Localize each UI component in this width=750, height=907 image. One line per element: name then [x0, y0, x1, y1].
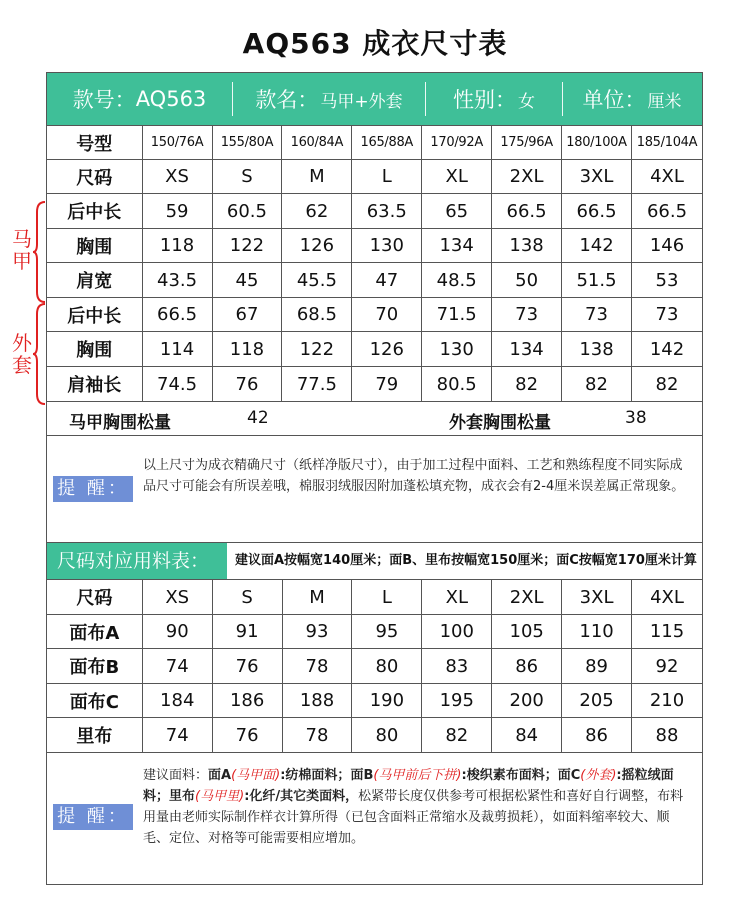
lining-row	[47, 718, 703, 753]
row-label: 面布C	[47, 684, 143, 718]
value-cell: 79	[352, 367, 422, 402]
value-cell: 62	[282, 194, 352, 229]
lining-note: (马甲里)	[195, 789, 245, 804]
value-cell: 70	[352, 298, 422, 332]
tip-note-2	[47, 752, 702, 885]
value-cell: 130	[352, 229, 422, 263]
size-cell: L	[352, 160, 422, 194]
gender	[426, 81, 562, 117]
value-cell: 66.5	[142, 298, 212, 332]
vest-ease-value: 42	[247, 408, 269, 428]
row-label: 肩宽	[47, 263, 143, 298]
value-cell: 82	[422, 718, 492, 753]
model-cell: 180/100A	[562, 126, 632, 160]
value-cell: 90	[142, 615, 212, 649]
value-cell: 126	[352, 332, 422, 367]
model-cell: 150/76A	[142, 126, 212, 160]
vest-group-label	[12, 228, 34, 272]
value-cell: 80	[352, 718, 422, 753]
value-cell: 114	[142, 332, 212, 367]
value-cell: 76	[212, 718, 282, 753]
value-cell: 82	[492, 367, 562, 402]
size-cell: 2XL	[492, 160, 562, 194]
value-cell: 100	[422, 615, 492, 649]
value-cell: 205	[562, 684, 632, 718]
coat-sleeve-row	[47, 367, 703, 402]
row-label: 里布	[47, 718, 143, 753]
value-cell: 130	[422, 332, 492, 367]
fabric-b-note: (马甲前后下拼)	[373, 768, 462, 783]
value-cell: 66.5	[492, 194, 562, 229]
tip-button: 提 醒：	[53, 804, 133, 830]
row-label: 后中长	[47, 298, 143, 332]
coat-ease-label: 外套胸围松量	[449, 413, 551, 433]
fabric-a-row	[47, 615, 703, 649]
value-cell: 80	[352, 649, 422, 684]
fabric-c-row	[47, 684, 703, 718]
coat-chest-row	[47, 332, 703, 367]
fabric-section-label: 尺码对应用料表：	[47, 543, 227, 579]
coat-group-text: 外套	[12, 331, 32, 377]
size-cell: S	[212, 160, 282, 194]
ease-row	[47, 401, 702, 436]
value-cell: 53	[631, 263, 702, 298]
value-cell: 78	[282, 718, 352, 753]
size-cell: XL	[422, 160, 492, 194]
row-label: 肩袖长	[47, 367, 143, 402]
tip-note-1	[47, 436, 702, 543]
row-label: 面布A	[47, 615, 143, 649]
fabric-c-desc: :摇粒绒面料；	[143, 768, 674, 804]
fabric-a-desc: :纺棉面料；	[280, 768, 351, 783]
unit-label: 单位：	[582, 88, 646, 112]
model-cell: 155/80A	[212, 126, 282, 160]
value-cell: 68.5	[282, 298, 352, 332]
coat-ease-value: 38	[625, 408, 647, 428]
header-bar	[47, 73, 702, 125]
fabric-size-row	[47, 580, 703, 615]
value-cell: 105	[492, 615, 562, 649]
value-cell: 84	[492, 718, 562, 753]
size-cell: XS	[142, 160, 212, 194]
fabric-table	[46, 579, 703, 753]
style-name	[233, 81, 425, 117]
value-cell: 89	[562, 649, 632, 684]
value-cell: 73	[492, 298, 562, 332]
size-cell: S	[212, 580, 282, 615]
model-cell: 160/84A	[282, 126, 352, 160]
size-sheet	[46, 72, 703, 885]
size-cell: 4XL	[631, 160, 702, 194]
value-cell: 60.5	[212, 194, 282, 229]
size-label: 尺码	[47, 160, 143, 194]
value-cell: 74.5	[142, 367, 212, 402]
value-cell: 74	[142, 649, 212, 684]
fabric-a-note: (马甲面)	[231, 768, 281, 783]
size-cell: L	[352, 580, 422, 615]
size-cell: XS	[142, 580, 212, 615]
size-cell: XL	[422, 580, 492, 615]
size-cell: 3XL	[562, 160, 632, 194]
fabric-b-desc: :梭织素布面料；	[461, 768, 558, 783]
value-cell: 71.5	[422, 298, 492, 332]
value-cell: 88	[632, 718, 703, 753]
value-cell: 74	[142, 718, 212, 753]
value-cell: 77.5	[282, 367, 352, 402]
size-cell: 3XL	[562, 580, 632, 615]
gender-label: 性别：	[453, 88, 516, 112]
value-cell: 86	[562, 718, 632, 753]
value-cell: 45	[212, 263, 282, 298]
tip-button: 提 醒：	[53, 476, 133, 502]
value-cell: 86	[492, 649, 562, 684]
value-cell: 115	[632, 615, 703, 649]
value-cell: 47	[352, 263, 422, 298]
tip-intro: 建议面料：	[143, 768, 209, 783]
value-cell: 138	[562, 332, 632, 367]
coat-group-label	[12, 332, 34, 376]
value-cell: 80.5	[422, 367, 492, 402]
value-cell: 110	[562, 615, 632, 649]
fabric-b-term: 面B	[350, 768, 374, 783]
value-cell: 73	[631, 298, 702, 332]
value-cell: 59	[142, 194, 212, 229]
fabric-size-label: 尺码	[47, 580, 143, 615]
vest-group-text: 马甲	[12, 227, 32, 273]
unit	[563, 81, 701, 117]
value-cell: 118	[142, 229, 212, 263]
value-cell: 126	[282, 229, 352, 263]
tip-rest: 松紧带长度仅供参考可根据松紧性和喜好自行调整，布料用量由老师实际制作样衣计算所得（已包含面料正常缩水及裁剪损耗），如面料缩率较大、顺毛、定位、对格等可能需要相应增加。	[143, 789, 684, 846]
value-cell: 93	[282, 615, 352, 649]
value-cell: 134	[422, 229, 492, 263]
vest-ease-label: 马甲胸围松量	[69, 413, 171, 433]
value-cell: 122	[282, 332, 352, 367]
size-cell: M	[282, 580, 352, 615]
model-label: 号型	[47, 126, 143, 160]
value-cell: 78	[282, 649, 352, 684]
value-cell: 146	[631, 229, 702, 263]
value-cell: 122	[212, 229, 282, 263]
row-label: 胸围	[47, 332, 143, 367]
value-cell: 134	[492, 332, 562, 367]
value-cell: 76	[212, 367, 282, 402]
value-cell: 95	[352, 615, 422, 649]
value-cell: 50	[492, 263, 562, 298]
value-cell: 92	[632, 649, 703, 684]
value-cell: 43.5	[142, 263, 212, 298]
lining-desc: :化纤/其它类面料，	[244, 789, 359, 804]
size-table	[46, 125, 703, 402]
value-cell: 91	[212, 615, 282, 649]
value-cell: 210	[632, 684, 703, 718]
value-cell: 66.5	[562, 194, 632, 229]
size-cell: 2XL	[492, 580, 562, 615]
model-row	[47, 126, 703, 160]
fabric-b-row	[47, 649, 703, 684]
tip-text: 以上尺寸为成衣精确尺寸（纸样净版尺寸），由于加工过程中面料、工艺和熟练程度不同实际成品尺寸可能会有所误差哦，棉服羽绒服因附加蓬松填充物，成衣会有2-4厘米误差属正常现象。	[143, 458, 685, 494]
value-cell: 200	[492, 684, 562, 718]
style-no-value: AQ563	[135, 87, 207, 111]
style-name-label: 款名：	[255, 88, 319, 112]
value-cell: 83	[422, 649, 492, 684]
value-cell: 66.5	[631, 194, 702, 229]
model-cell: 175/96A	[492, 126, 562, 160]
value-cell: 142	[631, 332, 702, 367]
gender-value: 女	[518, 91, 535, 112]
value-cell: 138	[492, 229, 562, 263]
value-cell: 82	[631, 367, 702, 402]
vest-shoulder-row	[47, 263, 703, 298]
value-cell: 184	[142, 684, 212, 718]
style-name-value: 马甲+外套	[320, 91, 403, 112]
size-row	[47, 160, 703, 194]
style-no	[47, 81, 232, 117]
unit-value: 厘米	[647, 91, 682, 112]
value-cell: 63.5	[352, 194, 422, 229]
fabric-width-hint: 建议面A按幅宽140厘米；面B、里布按幅宽150厘米；面C按幅宽170厘米计算	[235, 553, 697, 568]
row-label: 后中长	[47, 194, 143, 229]
row-label: 胸围	[47, 229, 143, 263]
value-cell: 51.5	[562, 263, 632, 298]
value-cell: 67	[212, 298, 282, 332]
value-cell: 190	[352, 684, 422, 718]
fabric-section-header	[47, 543, 702, 580]
row-label: 面布B	[47, 649, 143, 684]
value-cell: 48.5	[422, 263, 492, 298]
model-cell: 185/104A	[631, 126, 702, 160]
value-cell: 65	[422, 194, 492, 229]
fabric-c-note: (外套)	[580, 768, 617, 783]
value-cell: 186	[212, 684, 282, 718]
page-title: AQ563 成衣尺寸表	[242, 27, 508, 60]
value-cell: 188	[282, 684, 352, 718]
fabric-c-term: 面C	[557, 768, 581, 783]
value-cell: 82	[562, 367, 632, 402]
fabric-a-term: 面A	[208, 768, 232, 783]
value-cell: 76	[212, 649, 282, 684]
style-no-label: 款号：	[72, 88, 136, 112]
value-cell: 45.5	[282, 263, 352, 298]
lining-term: 里布	[169, 789, 196, 804]
tip-text	[143, 765, 695, 849]
model-cell: 170/92A	[422, 126, 492, 160]
vest-chest-row	[47, 229, 703, 263]
model-cell: 165/88A	[352, 126, 422, 160]
coat-back-length-row	[47, 298, 703, 332]
value-cell: 195	[422, 684, 492, 718]
size-cell: 4XL	[632, 580, 703, 615]
value-cell: 73	[562, 298, 632, 332]
size-cell: M	[282, 160, 352, 194]
vest-back-length-row	[47, 194, 703, 229]
value-cell: 142	[562, 229, 632, 263]
value-cell: 118	[212, 332, 282, 367]
